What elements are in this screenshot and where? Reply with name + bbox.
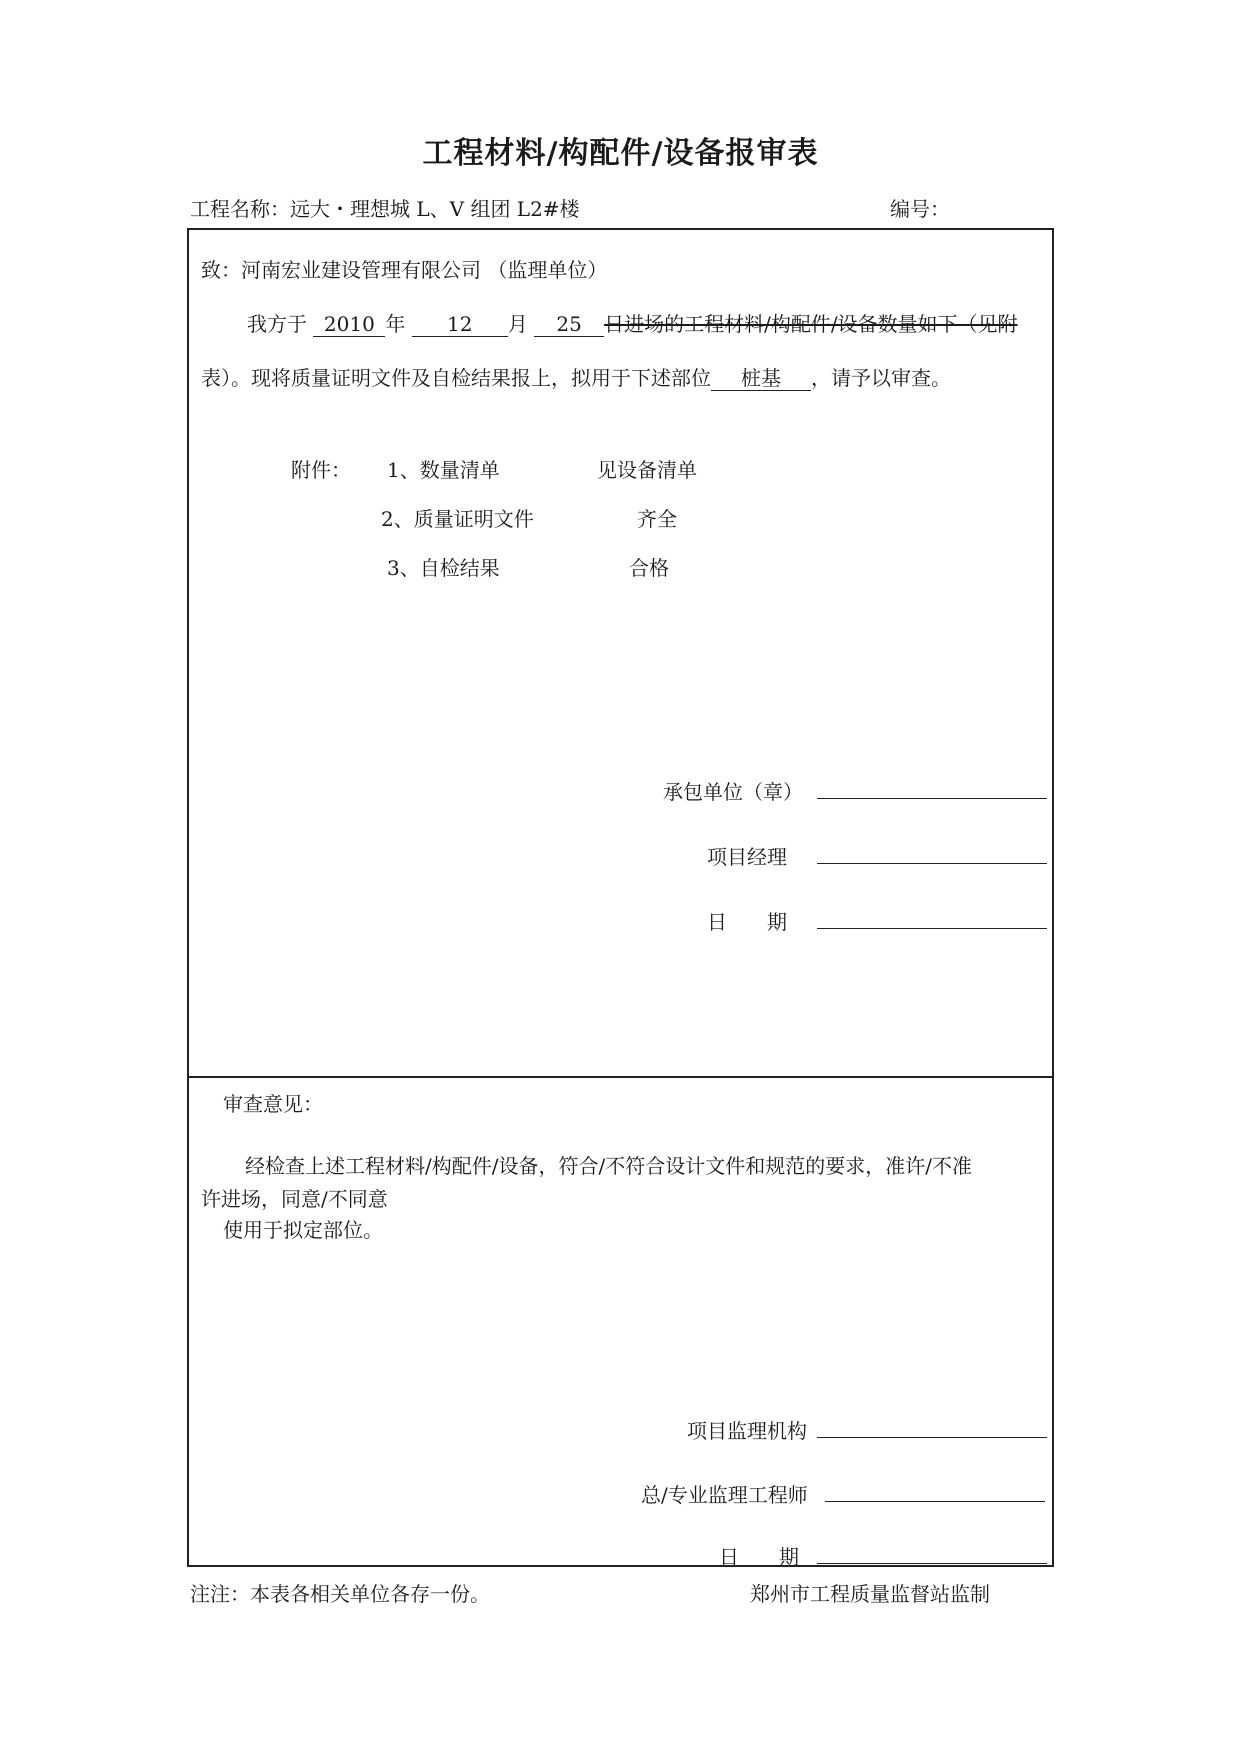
review-heading: 审查意见： — [223, 1092, 323, 1116]
attachment-value: 见设备清单 — [597, 458, 697, 482]
project-name: 工程名称：远大・理想城 L、V 组团 L2#楼 — [190, 197, 580, 221]
number-label: 编号： — [890, 197, 950, 221]
project-manager-label: 项目经理 — [707, 845, 787, 869]
location-field: 桩基 — [711, 366, 811, 391]
attachment-name: 1、数量清单 — [387, 458, 500, 482]
attachment-name: 2、质量证明文件 — [381, 507, 534, 531]
attachment-value: 合格 — [629, 556, 669, 580]
footer-note: 注注：本表各相关单位各存一份。 — [190, 1582, 490, 1606]
section-divider — [189, 1076, 1052, 1078]
submission-line-1: 我方于 2010 年 12 月 25 日进场的工程材料/构配件/设备数量如下（见附 — [247, 312, 1018, 336]
year-field: 2010 — [313, 312, 385, 337]
day-field: 25 — [534, 312, 604, 337]
form-title: 工程材料/构配件/设备报审表 — [422, 136, 819, 171]
date-label: 日 期 — [707, 910, 787, 934]
supervising-engineer-line — [825, 1501, 1045, 1502]
project-manager-line — [817, 863, 1047, 864]
contractor-seal-label: 承包单位（章） — [663, 780, 803, 804]
date-line — [817, 928, 1047, 929]
supervision-org-label: 项目监理机构 — [687, 1419, 807, 1443]
addressee-line: 致：河南宏业建设管理有限公司 （监理单位） — [201, 258, 608, 282]
attachment-value: 齐全 — [637, 507, 677, 531]
review-date-line — [817, 1563, 1047, 1564]
supervising-engineer-label: 总/专业监理工程师 — [641, 1483, 808, 1507]
form-frame — [187, 228, 1054, 1567]
attachment-name: 3、自检结果 — [387, 556, 500, 580]
review-text-line-1: 经检查上述工程材料/构配件/设备，符合/不符合设计文件和规范的要求，准许/不准 — [245, 1154, 972, 1178]
supervision-org-line — [817, 1437, 1047, 1438]
month-field: 12 — [412, 312, 508, 337]
review-text-line-2: 许进场，同意/不同意 — [201, 1187, 388, 1211]
attachments-label: 附件： — [291, 458, 351, 482]
footer-issuer: 郑州市工程质量监督站监制 — [750, 1582, 990, 1606]
review-date-label: 日 期 — [719, 1545, 799, 1569]
contractor-seal-line — [817, 798, 1047, 799]
review-text-line-3: 使用于拟定部位。 — [223, 1218, 383, 1242]
submission-line-2: 表）。现将质量证明文件及自检结果报上，拟用于下述部位 桩基 ，请予以审查。 — [201, 366, 951, 390]
